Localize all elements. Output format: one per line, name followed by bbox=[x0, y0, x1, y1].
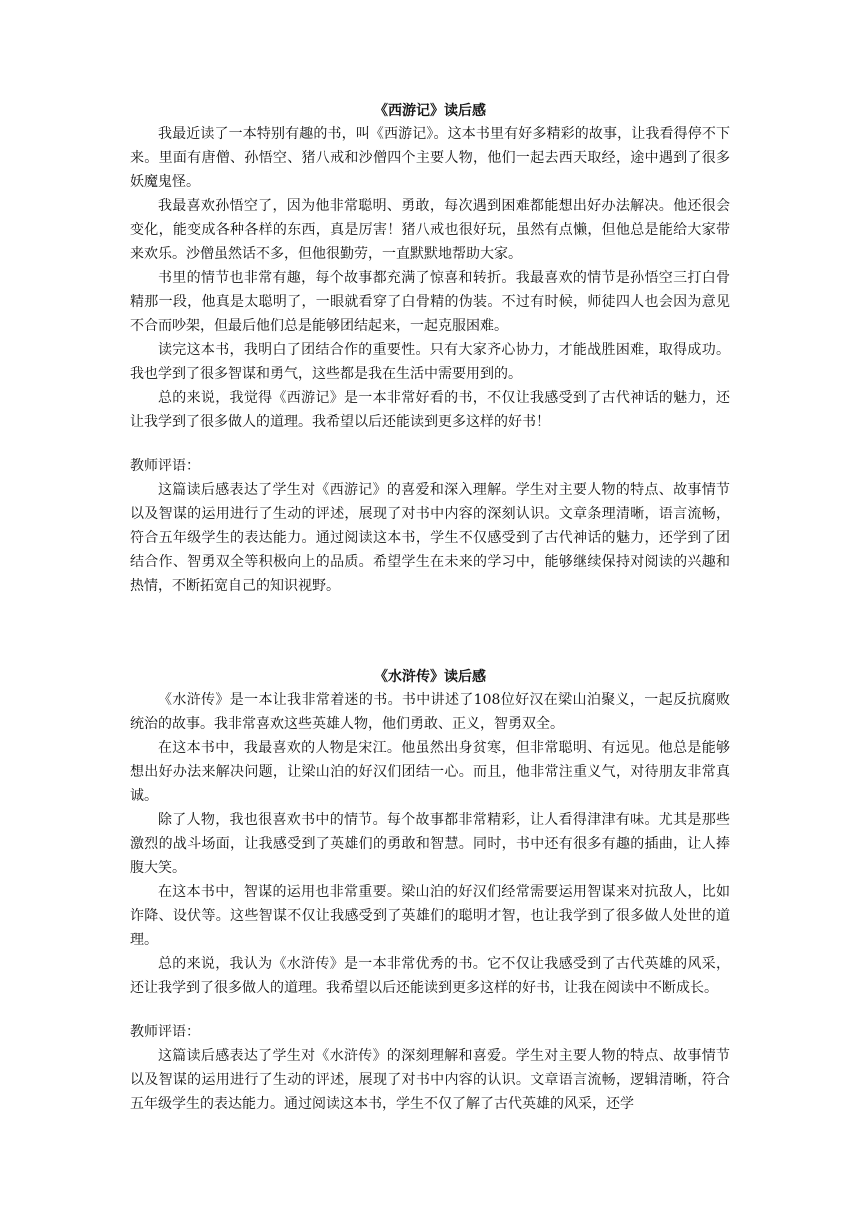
teacher-comment-label: 教师评语： bbox=[130, 1024, 200, 1040]
essay-title: 《水浒传》读后感 bbox=[374, 669, 486, 685]
teacher-comment-label: 教师评语： bbox=[130, 458, 200, 474]
essay-title: 《西游记》读后感 bbox=[374, 103, 486, 119]
spacer bbox=[130, 1000, 730, 1020]
essay-paragraph: 读完这本书，我明白了团结合作的重要性。只有大家齐心协力，才能战胜困难，取得成功。我也学到了很多智谋和勇气，这些都是我在生活中需要用到的。 bbox=[130, 342, 730, 382]
document-page bbox=[130, 100, 730, 1116]
essay-xiyouji bbox=[130, 100, 730, 598]
essay-paragraph: 我最喜欢孙悟空了，因为他非常聪明、勇敢，每次遇到困难都能想出好办法解决。他还很会变化，能变成各种各样的东西，真是厉害！猪八戒也很好玩，虽然有点懒，但他总是能给大家带来欢乐。沙僧虽然话不多，但他很勤劳，一直默默地帮助大家。 bbox=[130, 198, 730, 262]
essay-paragraph: 总的来说，我觉得《西游记》是一本非常好看的书，不仅让我感受到了古代神话的魅力，还让我学到了很多做人的道理。我希望以后还能读到更多这样的好书！ bbox=[130, 390, 730, 430]
essay-paragraph: 除了人物，我也很喜欢书中的情节。每个故事都非常精彩，让人看得津津有味。尤其是那些激烈的战斗场面，让我感受到了英雄们的勇敢和智慧。同时，书中还有很多有趣的插曲，让人捧腹大笑。 bbox=[130, 812, 730, 876]
essay-paragraph: 书里的情节也非常有趣，每个故事都充满了惊喜和转折。我最喜欢的情节是孙悟空三打白骨精那一段，他真是太聪明了，一眼就看穿了白骨精的伪装。不过有时候，师徒四人也会因为意见不合而吵架，但最后他们总是能够团结起来，一起克服困难。 bbox=[130, 270, 730, 334]
section-divider bbox=[130, 598, 730, 666]
teacher-comment: 这篇读后感表达了学生对《西游记》的喜爱和深入理解。学生对主要人物的特点、故事情节以及智谋的运用进行了生动的评述，展现了对书中内容的深刻认识。文章条理清晰，语言流畅，符合五年级学生的表达能力。通过阅读这本书，学生不仅感受到了古代神话的魅力，还学到了团结合作、智勇双全等积极向上的品质。希望学生在未来的学习中，能够继续保持对阅读的兴趣和热情，不断拓宽自己的知识视野。 bbox=[130, 482, 730, 594]
essay-paragraph: 总的来说，我认为《水浒传》是一本非常优秀的书。它不仅让我感受到了古代英雄的风采，还让我学到了很多做人的道理。我希望以后还能读到更多这样的好书，让我在阅读中不断成长。 bbox=[130, 956, 730, 996]
spacer bbox=[130, 434, 730, 454]
essay-shuihuzhuan bbox=[130, 666, 730, 1116]
teacher-comment: 这篇读后感表达了学生对《水浒传》的深刻理解和喜爱。学生对主要人物的特点、故事情节以及智谋的运用进行了生动的评述，展现了对书中内容的认识。文章语言流畅，逻辑清晰，符合五年级学生的表达能力。通过阅读这本书，学生不仅了解了古代英雄的风采，还学 bbox=[130, 1048, 730, 1112]
essay-paragraph: 我最近读了一本特别有趣的书，叫《西游记》。这本书里有好多精彩的故事，让我看得停不下来。里面有唐僧、孙悟空、猪八戒和沙僧四个主要人物，他们一起去西天取经，途中遇到了很多妖魔鬼怪。 bbox=[130, 126, 730, 190]
essay-paragraph: 《水浒传》是一本让我非常着迷的书。书中讲述了108位好汉在梁山泊聚义，一起反抗腐败统治的故事。我非常喜欢这些英雄人物，他们勇敢、正义，智勇双全。 bbox=[130, 692, 730, 732]
essay-paragraph: 在这本书中，智谋的运用也非常重要。梁山泊的好汉们经常需要运用智谋来对抗敌人，比如诈降、设伏等。这些智谋不仅让我感受到了英雄们的聪明才智，也让我学到了很多做人处世的道理。 bbox=[130, 884, 730, 948]
essay-paragraph: 在这本书中，我最喜欢的人物是宋江。他虽然出身贫寒，但非常聪明、有远见。他总是能够想出好办法来解决问题，让梁山泊的好汉们团结一心。而且，他非常注重义气，对待朋友非常真诚。 bbox=[130, 740, 730, 804]
